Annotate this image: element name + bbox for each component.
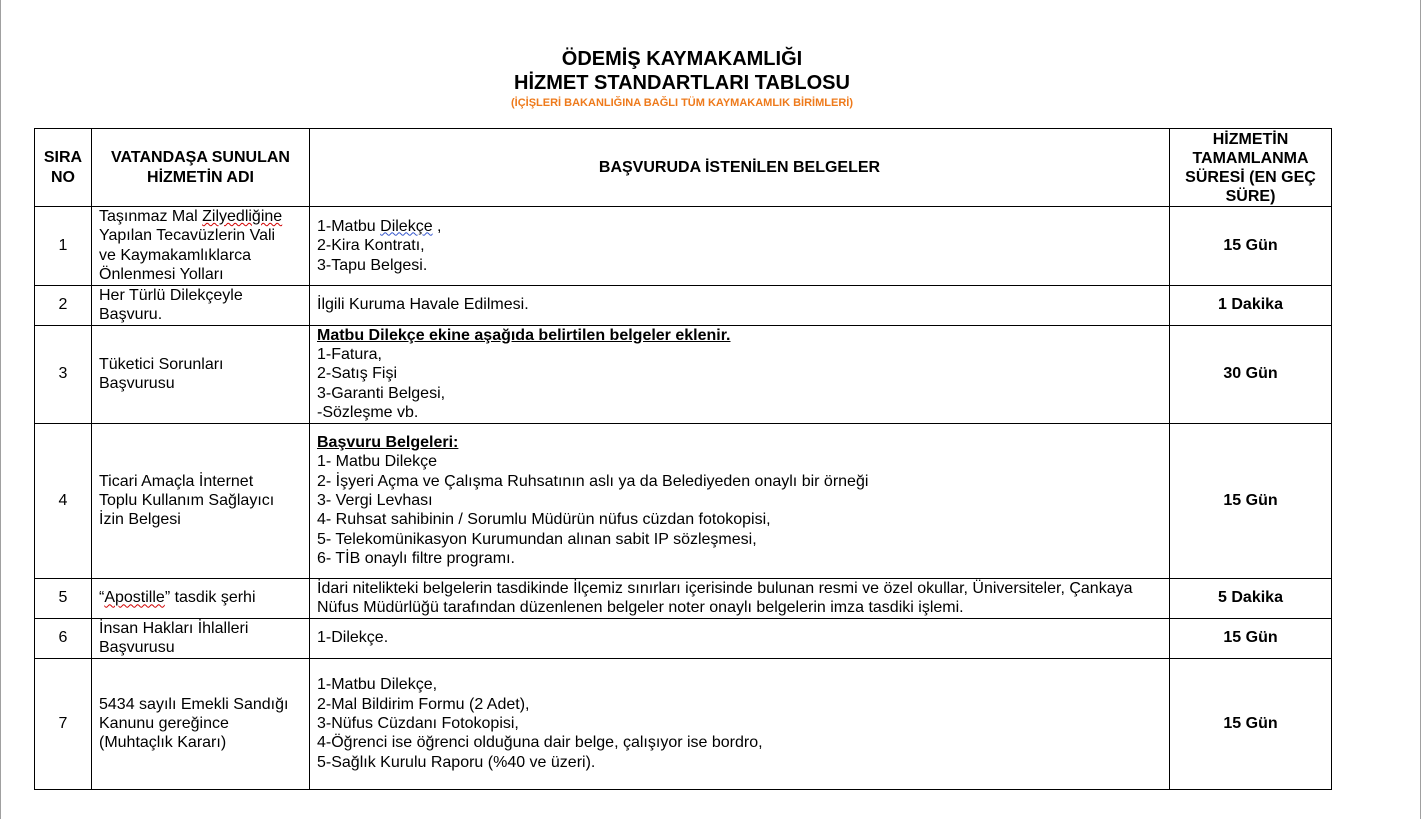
- document-line: 3-Nüfus Cüzdanı Fotokopisi,: [317, 714, 519, 732]
- service-name-line: 5434 sayılı Emekli Sandığı: [99, 695, 289, 713]
- document-line: -Sözleşme vb.: [317, 404, 419, 422]
- document-line: 3-Tapu Belgesi.: [317, 256, 428, 274]
- required-documents: [310, 325, 1170, 423]
- row-number: 5: [35, 578, 92, 618]
- document-line: İlgili Kuruma Havale Edilmesi.: [317, 296, 529, 314]
- column-header-documents: BAŞVURUDA İSTENİLEN BELGELER: [310, 129, 1170, 207]
- table-row: [35, 658, 1332, 789]
- documents-heading: Matbu Dilekçe ekine aşağıda belirtilen belgeler eklenir.: [317, 326, 731, 344]
- table-header-row: [35, 129, 1332, 207]
- service-name: [92, 285, 310, 325]
- table-row: [35, 207, 1332, 286]
- service-name: [92, 658, 310, 789]
- completion-duration: 1 Dakika: [1170, 285, 1332, 325]
- document-line: 2-Kira Kontratı,: [317, 237, 425, 255]
- document-line: 2- İşyeri Açma ve Çalışma Ruhsatının aslı ya da Belediyeden onaylı bir örneği: [317, 472, 869, 490]
- service-name-line: Her Türlü Dilekçeyle: [99, 286, 243, 304]
- service-name: [92, 207, 310, 286]
- service-name-line-text: “Apostille” tasdik şerhi: [99, 589, 256, 607]
- service-name-line: Ticari Amaçla İnternet: [99, 472, 254, 490]
- column-header-no: [35, 129, 92, 207]
- required-documents: [310, 423, 1170, 578]
- completion-duration: 15 Gün: [1170, 658, 1332, 789]
- service-name-line: Başvurusu: [99, 639, 175, 657]
- document-line: 2-Mal Bildirim Formu (2 Adet),: [317, 695, 530, 713]
- document-line: 5- Telekomünikasyon Kurumundan alınan sabit IP sözleşmesi,: [317, 530, 757, 548]
- service-name-line: (Muhtaçlık Kararı): [99, 734, 227, 752]
- column-header-service: [92, 129, 310, 207]
- service-standards-table: [34, 128, 1332, 790]
- row-number: 2: [35, 285, 92, 325]
- service-name-line: Toplu Kullanım Sağlayıcı: [99, 491, 275, 509]
- column-header-duration-line1: HİZMETİN: [1212, 130, 1289, 148]
- service-name-line: Başvuru.: [99, 306, 163, 324]
- completion-duration: 15 Gün: [1170, 207, 1332, 286]
- completion-duration: 15 Gün: [1170, 423, 1332, 578]
- document-line: 2-Satış Fişi: [317, 365, 398, 383]
- document-line: 3- Vergi Levhası: [317, 491, 433, 509]
- service-name-line: ve Kaymakamlıklarca: [99, 246, 252, 264]
- service-name-line: [99, 588, 302, 607]
- service-name-line: Kanunu gereğince: [99, 714, 229, 732]
- document-line: 5-Sağlık Kurulu Raporu (%40 ve üzeri).: [317, 753, 596, 771]
- required-documents: [310, 618, 1170, 658]
- row-number: 1: [35, 207, 92, 286]
- table-row: [35, 618, 1332, 658]
- column-header-service-line2: HİZMETİN ADI: [147, 168, 254, 186]
- service-name-line: [99, 207, 302, 226]
- service-name: [92, 325, 310, 423]
- service-name: [92, 423, 310, 578]
- required-documents: [310, 658, 1170, 789]
- document-line: 1-Fatura,: [317, 346, 382, 364]
- column-header-duration-line3: SÜRESİ (EN GEÇ: [1185, 168, 1316, 186]
- service-name-line: Önlenmesi Yolları: [99, 266, 224, 284]
- table-row: [35, 423, 1332, 578]
- table-row: [35, 325, 1332, 423]
- completion-duration: 30 Gün: [1170, 325, 1332, 423]
- service-name: [92, 578, 310, 618]
- column-header-duration-line2: TAMAMLANMA: [1192, 149, 1309, 167]
- document-line: 6- TİB onaylı filtre programı.: [317, 550, 515, 568]
- required-documents: [310, 207, 1170, 286]
- row-number: 7: [35, 658, 92, 789]
- service-name-line: Başvurusu: [99, 375, 175, 393]
- service-name-line: İnsan Hakları İhlalleri: [99, 619, 249, 637]
- document-line: 1- Matbu Dilekçe: [317, 453, 438, 471]
- row-number: 6: [35, 618, 92, 658]
- documents-heading: Başvuru Belgeleri:: [317, 433, 459, 451]
- row-number: 4: [35, 423, 92, 578]
- service-name-line: Yapılan Tecavüzlerin Vali: [99, 227, 276, 245]
- document-line: 4- Ruhsat sahibinin / Sorumlu Müdürün nüfus cüzdan fotokopisi,: [317, 511, 771, 529]
- document-title-line1: ÖDEMİŞ KAYMAKAMLIĞI: [561, 48, 803, 70]
- service-name: [92, 618, 310, 658]
- document-subtitle: (İÇİŞLERİ BAKANLIĞINA BAĞLI TÜM KAYMAKAMLIK BİRİMLERİ): [511, 97, 853, 109]
- column-header-no-line2: NO: [51, 168, 75, 186]
- document-title-line2: HİZMET STANDARTLARI TABLOSU: [514, 72, 850, 94]
- column-header-duration-line4: SÜRE): [1225, 187, 1276, 205]
- service-name-line: Tüketici Sorunları: [99, 355, 224, 373]
- document-line: İdari nitelikteki belgelerin tasdikinde İlçemiz sınırları içerisinde bulunan resmi ve özel okullar, Üniversiteler, Çankaya: [317, 579, 1133, 597]
- completion-duration: 15 Gün: [1170, 618, 1332, 658]
- row-number: 3: [35, 325, 92, 423]
- table-row: [35, 285, 1332, 325]
- document-line-text: 1-Matbu Dilekçe ,: [317, 217, 442, 235]
- page-edge-right: [1420, 0, 1421, 819]
- document-line: 4-Öğrenci ise öğrenci olduğuna dair belge, çalışıyor ise bordro,: [317, 734, 763, 752]
- document-line: 1-Matbu Dilekçe,: [317, 676, 438, 694]
- completion-duration: 5 Dakika: [1170, 578, 1332, 618]
- column-header-no-line1: SIRA: [43, 149, 83, 167]
- document-line: 3-Garanti Belgesi,: [317, 384, 446, 402]
- service-name-line: İzin Belgesi: [99, 511, 181, 529]
- required-documents: [310, 285, 1170, 325]
- table-row: [35, 578, 1332, 618]
- page-edge-left: [0, 0, 1, 819]
- document-line: Nüfus Müdürlüğü tarafından düzenlenen belgeler noter onaylı belgelerin imza tasdiki işlemi.: [317, 599, 964, 617]
- column-header-duration: [1170, 129, 1332, 207]
- required-documents: [310, 578, 1170, 618]
- document-line: [317, 217, 1162, 236]
- service-name-line-text: Taşınmaz Mal Zilyedliğine: [99, 208, 283, 225]
- document-line: 1-Dilekçe.: [317, 629, 389, 647]
- column-header-service-line1: VATANDAŞA SUNULAN: [111, 149, 290, 167]
